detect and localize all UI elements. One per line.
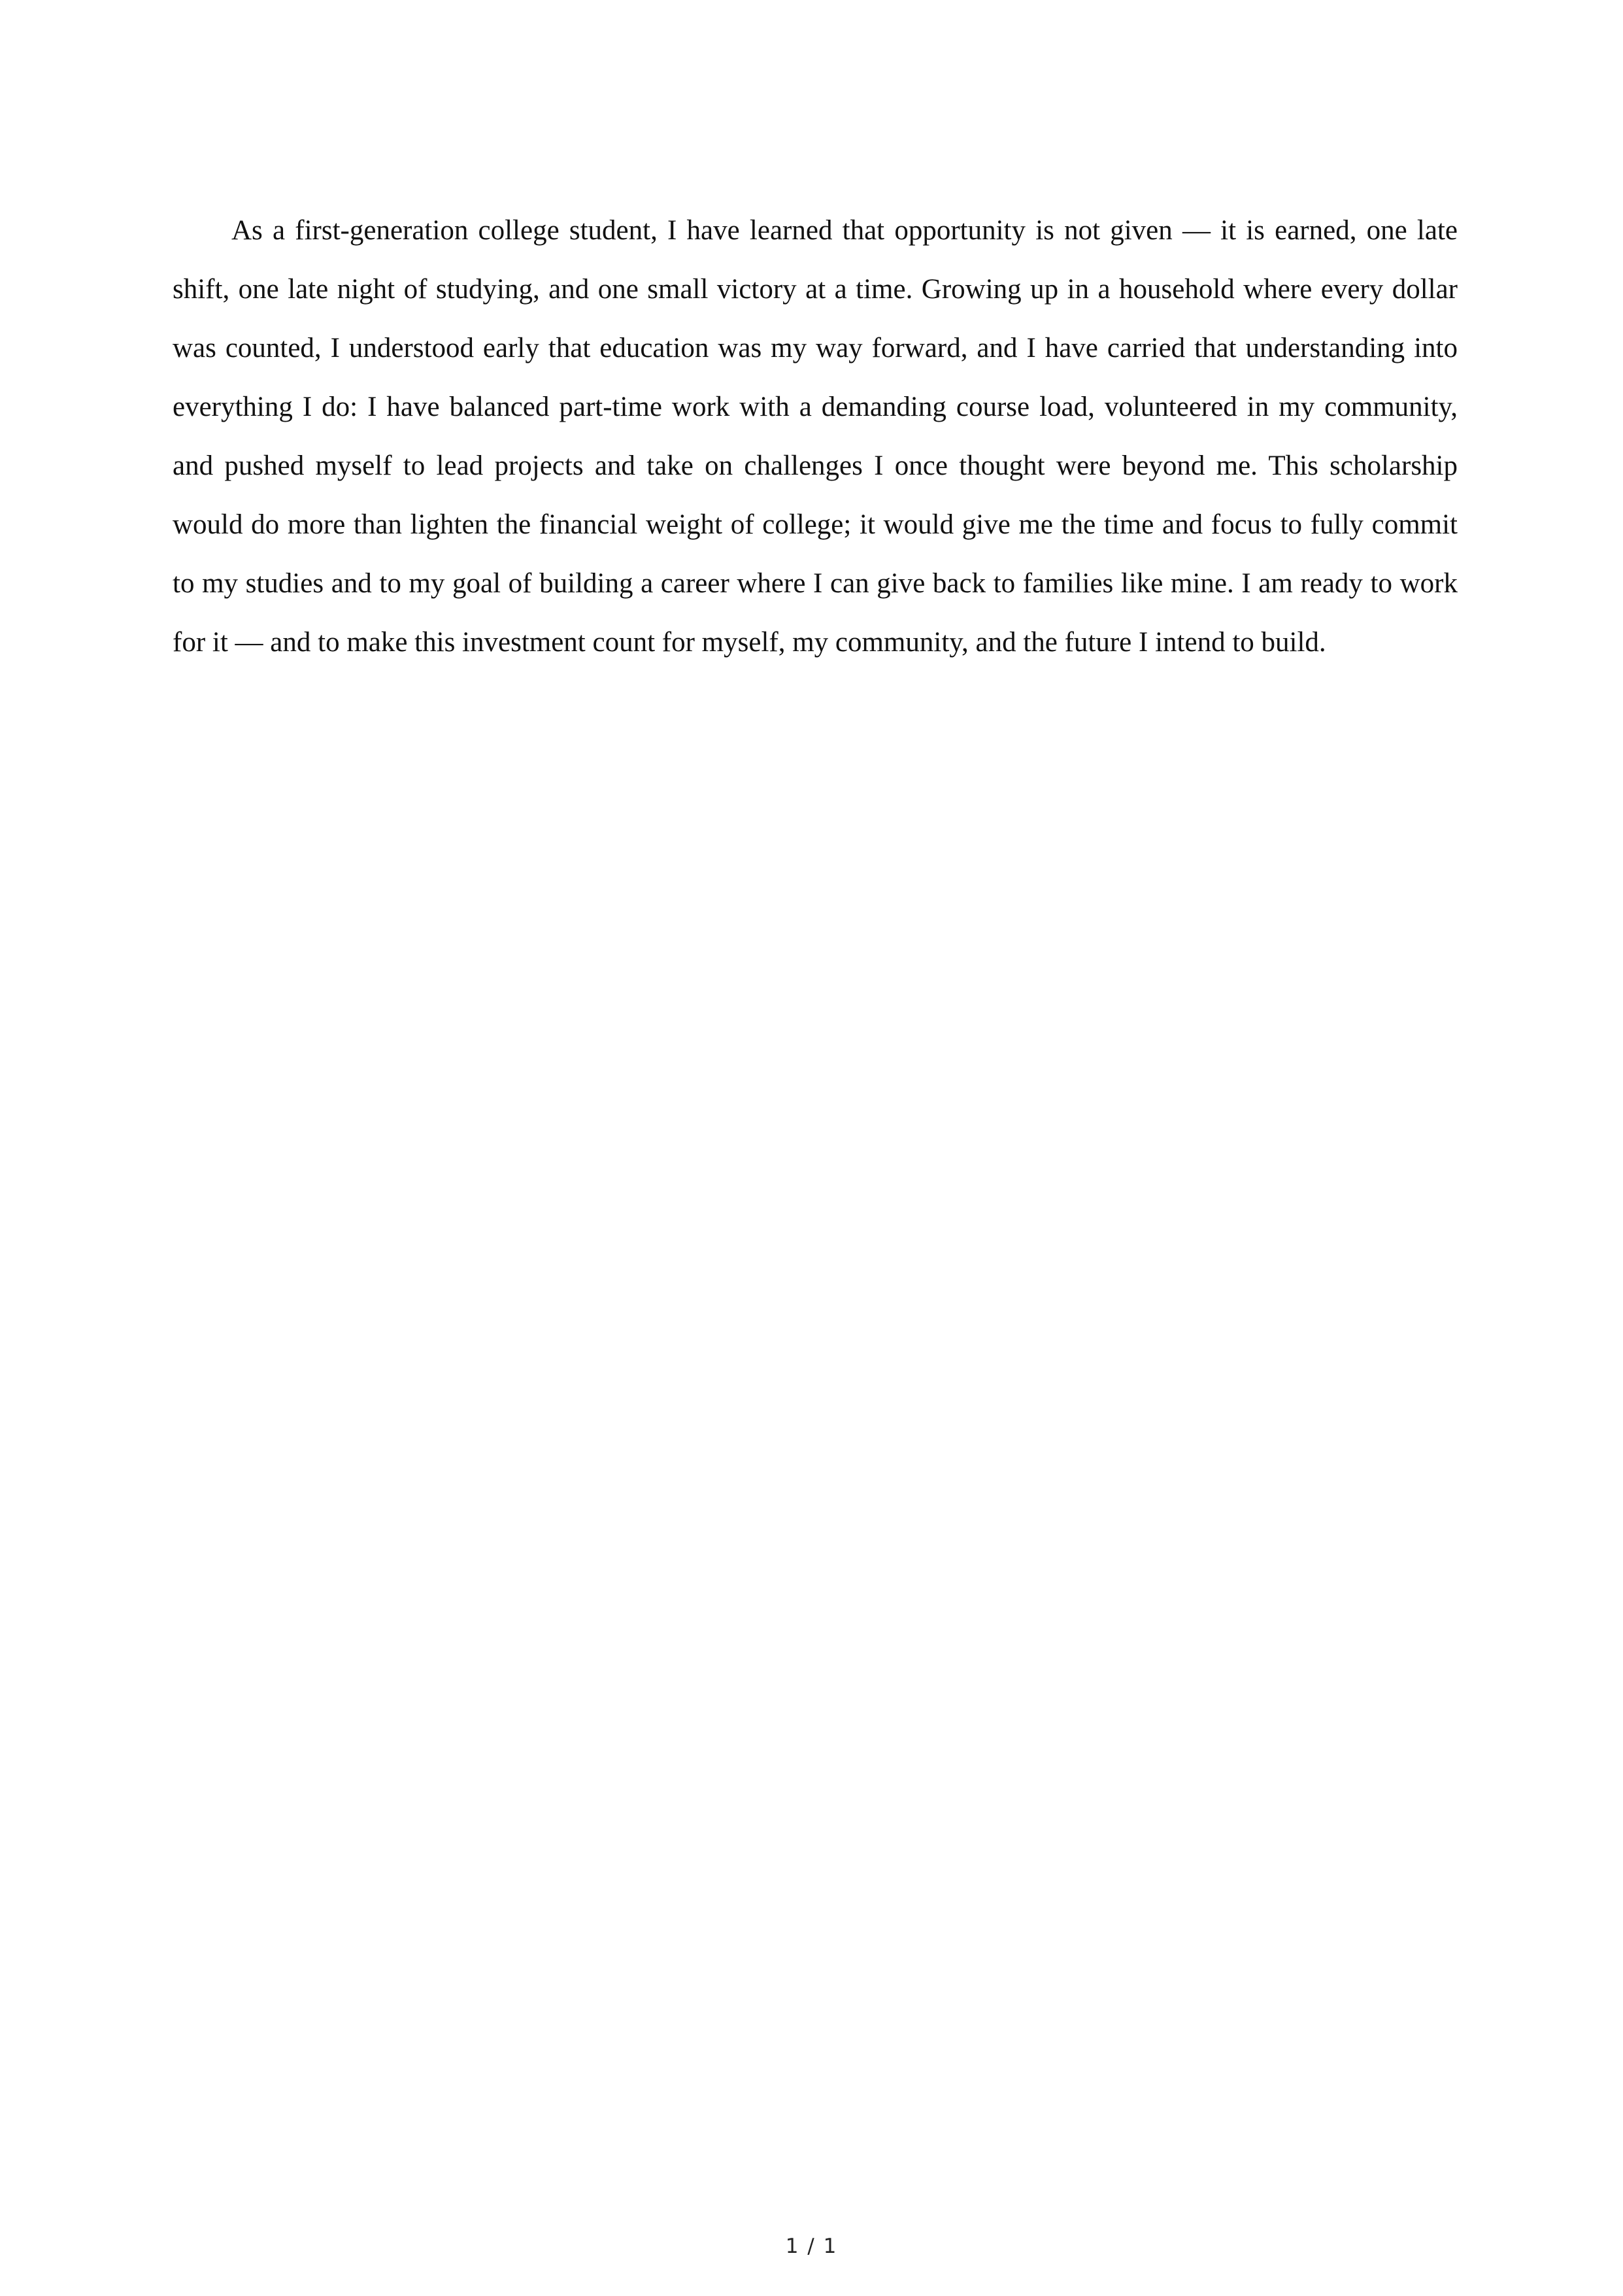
page-number: 1 / 1 bbox=[785, 2235, 838, 2258]
essay-paragraph: As a first-generation college student, I have learned that opportunity is not given — it is earned, one late shift, one late night of studying, and one small victory at a time. Growing up in a household where every dollar was counted, I understood early that education was my way forward, and I have carried that understanding into everything I do: I have balanced part-time work with a demanding course load, volunteered in my community, and pushed myself to lead projects and take on challenges I once thought were beyond me. This scholarship would do more than lighten the financial weight of college; it would give me the time and focus to fully commit to my studies and to my goal of building a career where I can give back to families like mine. I am ready to work for it — and to make this investment count for myself, my community, and the future I intend to build. bbox=[173, 215, 1458, 658]
